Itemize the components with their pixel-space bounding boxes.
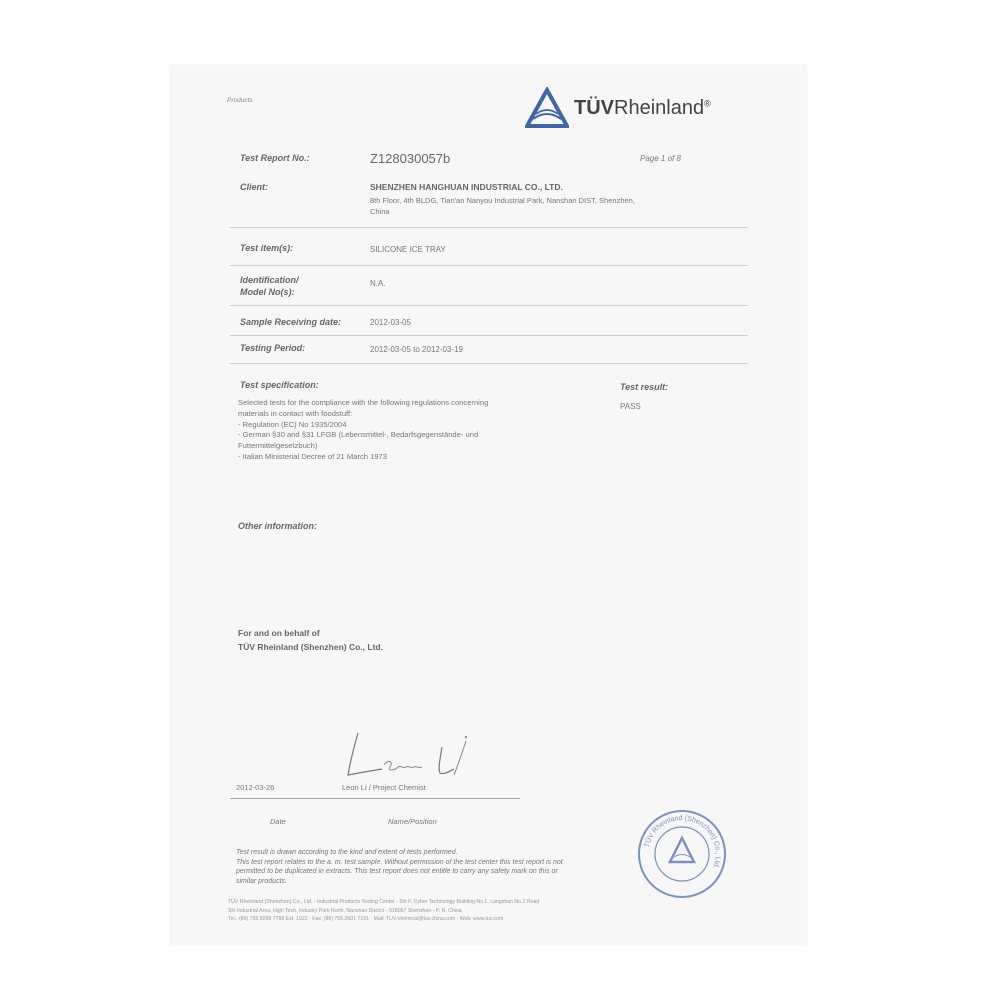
- name-caption: Name/Position: [388, 817, 437, 826]
- report-page: [170, 65, 807, 945]
- logo-registered: ®: [704, 98, 711, 109]
- report-number-value: Z128030057b: [370, 151, 451, 166]
- tuv-logo: [525, 87, 569, 134]
- test-items-value: SILICONE ICE TRAY: [370, 245, 446, 254]
- logo-tuv: TÜV: [574, 97, 614, 119]
- footer: [228, 898, 539, 924]
- testing-period-label: Testing Period:: [240, 343, 306, 353]
- disclaimer-line: similar products.: [236, 877, 287, 885]
- spec-line: Selected tests for the compliance with the following regulations concerning: [238, 398, 489, 407]
- client-address-2: China: [370, 207, 390, 216]
- page-number: Page 1 of 8: [640, 154, 681, 163]
- client-name: SHENZHEN HANGHUAN INDUSTRIAL CO., LTD.: [370, 182, 563, 192]
- logo-rheinland: Rheinland: [614, 97, 705, 119]
- behalf-line-1: For and on behalf of: [238, 628, 320, 638]
- signature-date: 2012-03-26: [236, 783, 275, 792]
- disclaimer-line: permitted to be duplicated in extracts. This test report does not entitle to carry any safety mark on this or: [236, 868, 558, 875]
- identification-label-1: Identification/: [240, 275, 299, 285]
- spec-line: - Regulation (EC) No 1935/2004: [238, 419, 347, 429]
- tuv-triangle-icon: [525, 87, 569, 129]
- client-address-1: 8th Floor, 4th BLDG, Tian'an Nanyou Industrial Park, Nanshan DIST, Shenzhen,: [370, 196, 635, 205]
- client-label: Client:: [240, 182, 268, 192]
- behalf-line-2: TÜV Rheinland (Shenzhen) Co., Ltd.: [238, 642, 383, 652]
- test-items-label: Test item(s):: [240, 243, 294, 253]
- footer-line: Tel.: (86) 755 8268 7788 Ext. 1922 - Fax: (86) 755 2601 7191 - Mail: TUV-chemical@tuv.china.com - Web: www.tuv.com: [228, 916, 504, 922]
- sample-date-label: Sample Receiving date:: [240, 317, 342, 327]
- identification-value: N.A.: [370, 279, 386, 288]
- signature: [338, 725, 488, 790]
- signature-name: Leon Li / Project Chemist: [342, 783, 426, 792]
- identification-label-2: Model No(s):: [240, 287, 295, 297]
- disclaimer-line: This test report relates to the a. m. test sample. Without permission of the test center this test report is not: [236, 858, 563, 866]
- other-info-label: Other information:: [238, 521, 317, 531]
- spec-line: - Italian Ministerial Decree of 21 March 1973: [238, 451, 387, 461]
- footer-line: Shi Industrial Area, High Tech. Industry Park North, Nanshan District - 518057 Shenzhen - P. R. China: [228, 907, 462, 914]
- products-label: Products: [227, 97, 253, 104]
- testing-period-value: 2012-03-05 to 2012-03-19: [370, 345, 463, 354]
- tuv-logo-text: [574, 97, 711, 120]
- spec-line: - German §30 and §31 LFGB (Lebensmittel-, Bedarfsgegenstände- und: [238, 430, 479, 440]
- footer-line: TÜV Rheinland (Shenzhen) Co., Ltd. - Industrial Products Testing Center - 5th F, Cyber Technology Building No.1, Langshan No.2 Road: [228, 899, 540, 905]
- stamp-ring-text: TÜV Rheinland (Shenzhen) Co., Ltd.: [643, 814, 722, 870]
- stamp-seal-icon: [636, 808, 728, 900]
- report-number-label: Test Report No.:: [240, 153, 310, 163]
- sample-date-value: 2012-03-05: [370, 318, 411, 327]
- disclaimer: [236, 848, 563, 886]
- disclaimer-line: Test result is drawn according to the kind and extent of tests performed.: [236, 849, 458, 856]
- test-result-label: Test result:: [620, 382, 669, 392]
- test-spec-list: [238, 398, 488, 463]
- company-stamp: [636, 808, 728, 905]
- date-caption: Date: [270, 817, 286, 826]
- spec-line: materials in contact with foodstuff:: [238, 408, 353, 418]
- spec-line: Futtermittelgesetzbuch): [238, 441, 318, 451]
- test-result-value: PASS: [620, 402, 641, 411]
- test-spec-label: Test specification:: [240, 380, 319, 390]
